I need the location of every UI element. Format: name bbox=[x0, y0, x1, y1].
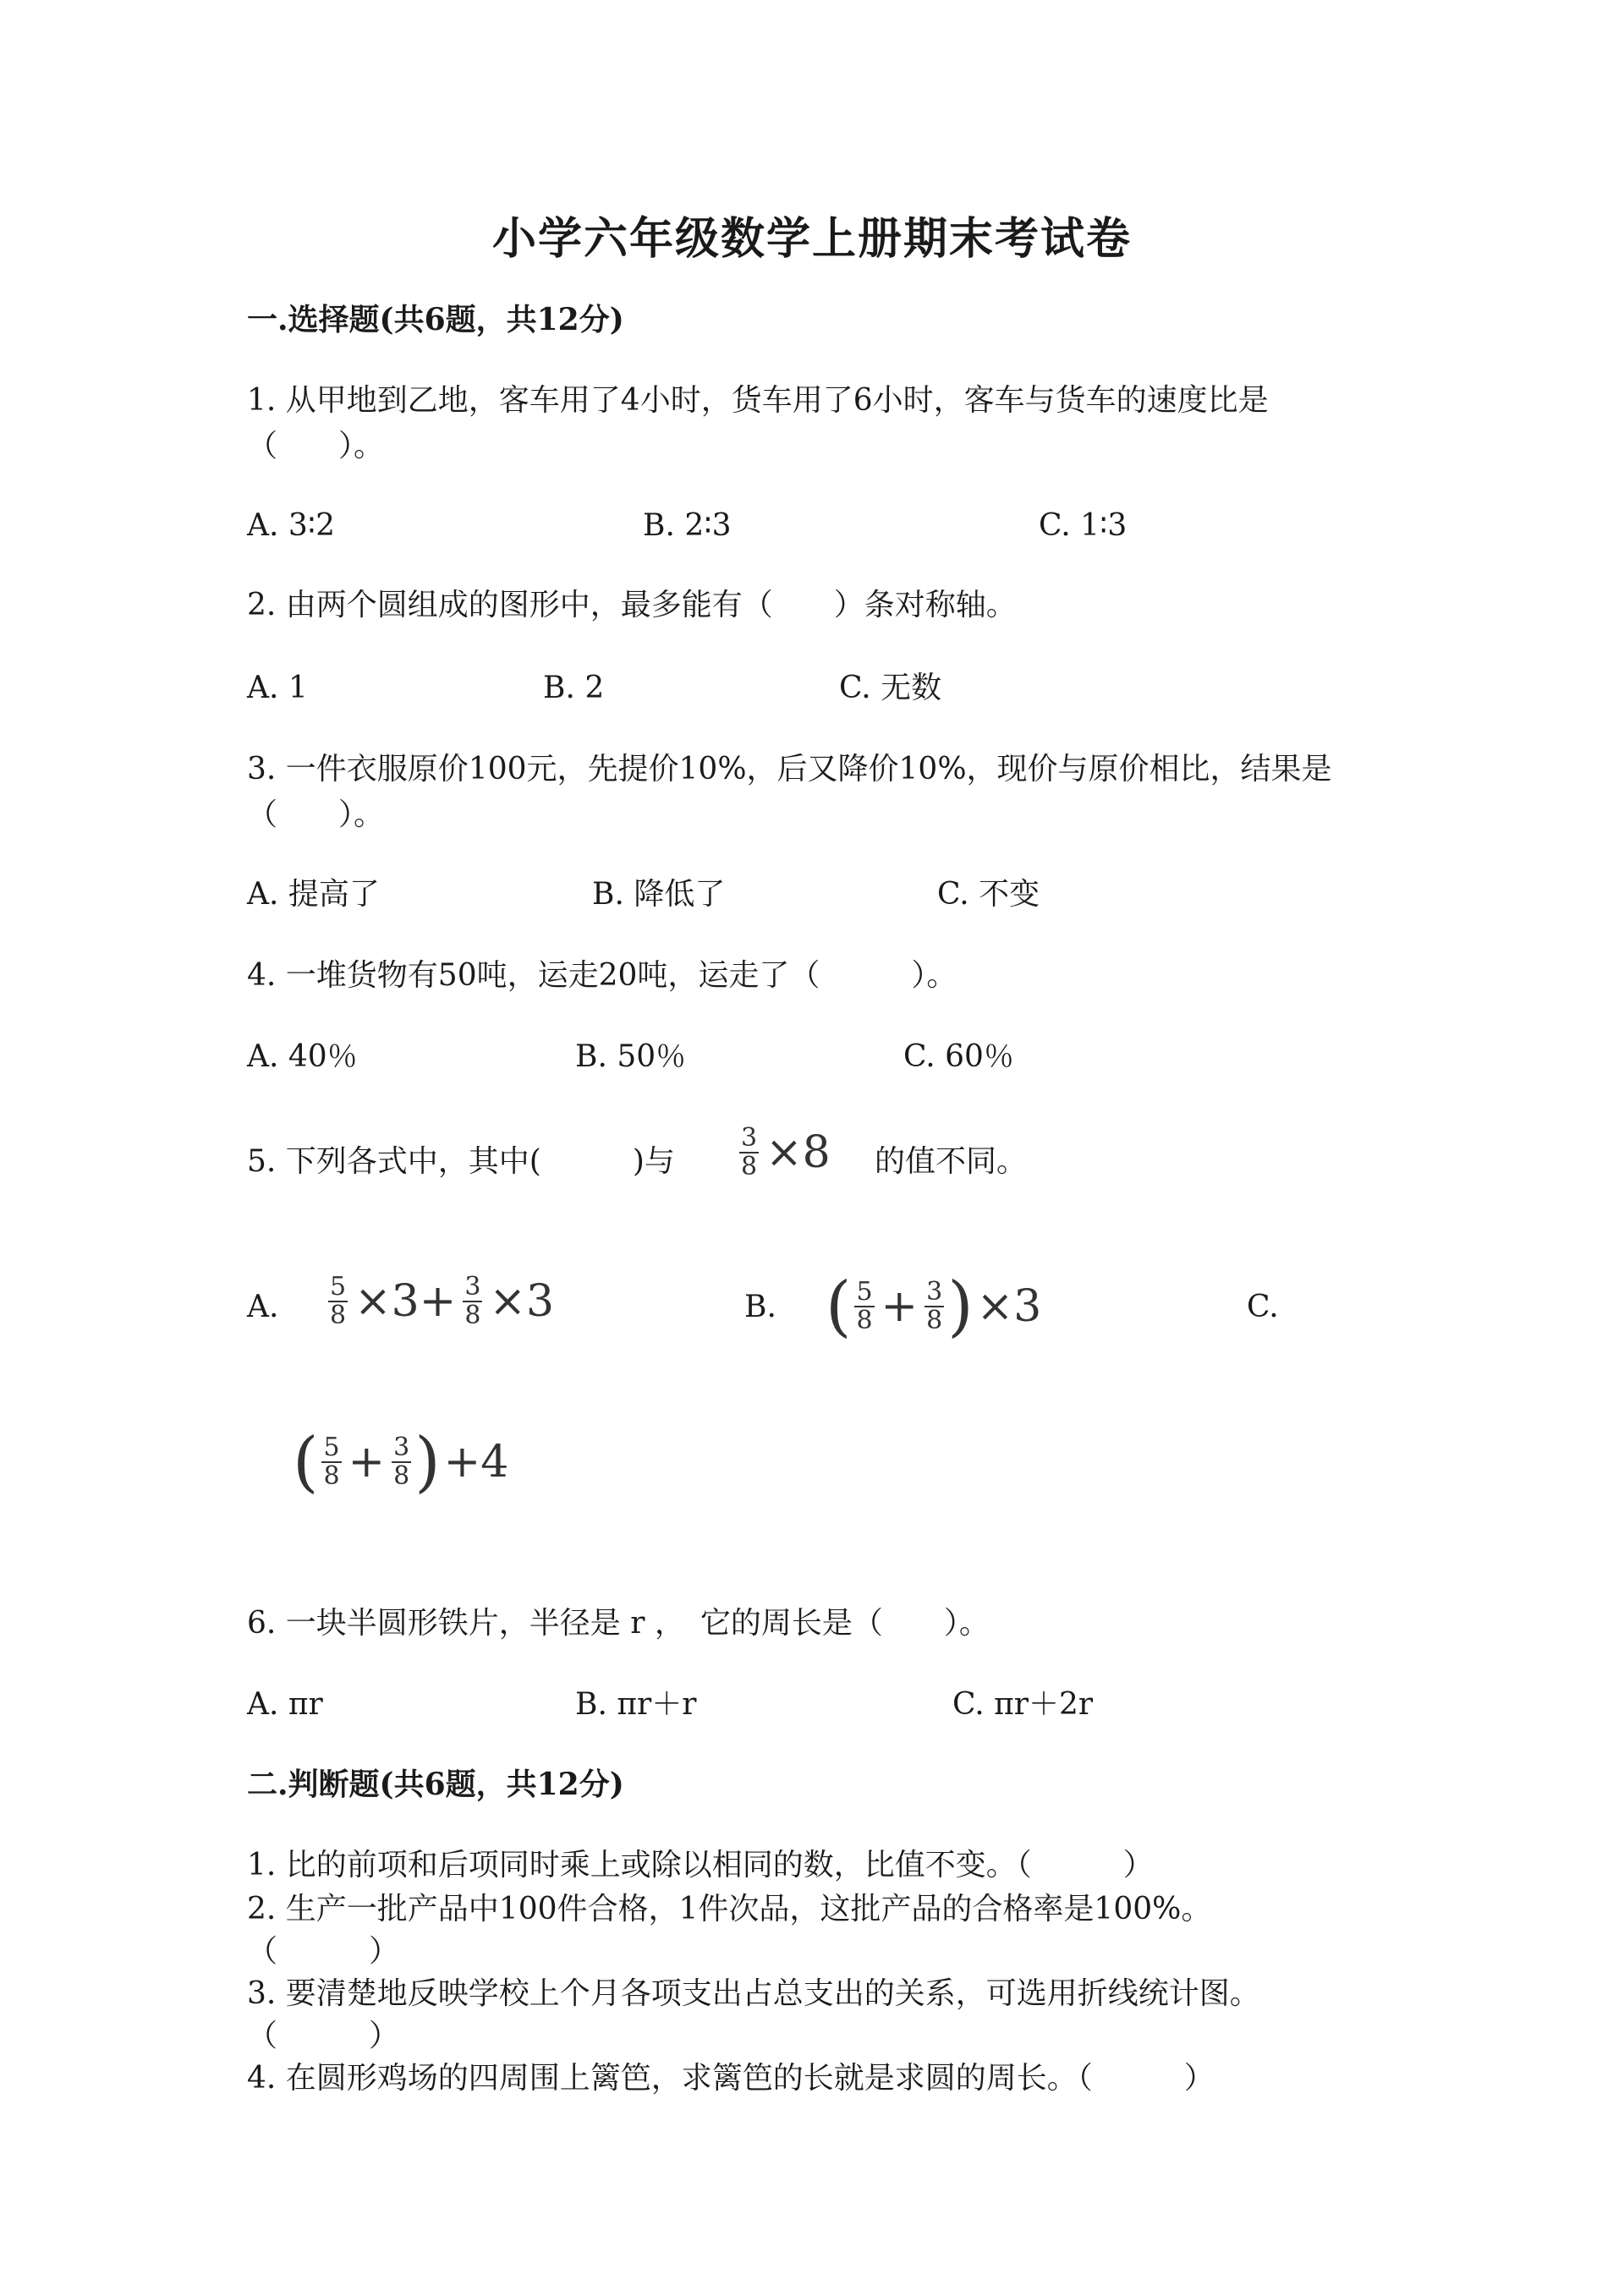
fraction-numerator: 5 bbox=[323, 1433, 340, 1462]
open-paren: ( bbox=[826, 1269, 852, 1345]
question-5-option-b-expression bbox=[826, 1269, 1045, 1345]
fraction-denominator: 8 bbox=[330, 1301, 347, 1330]
question-5-suffix: 的值不同。 bbox=[875, 1144, 1028, 1179]
question-5-prefix: 5. 下列各式中，其中( )与 bbox=[247, 1144, 675, 1179]
question-5-option-b-label: B. bbox=[744, 1290, 776, 1324]
question-5-option-a-label: A. bbox=[247, 1290, 279, 1324]
close-paren: ) bbox=[414, 1424, 441, 1500]
judgement-3-blank: （ ） bbox=[247, 2019, 400, 2053]
judgement-1: 1. 比的前项和后项同时乘上或除以相同的数，比值不变。（ ） bbox=[247, 1848, 1154, 1882]
expression-operator: + bbox=[348, 1437, 386, 1488]
fraction bbox=[854, 1279, 874, 1334]
fraction-numerator: 3 bbox=[464, 1272, 481, 1301]
fraction-denominator: 8 bbox=[323, 1461, 340, 1491]
judgement-2-blank: （ ） bbox=[247, 1934, 400, 1969]
question-5-option-c-expression bbox=[293, 1424, 512, 1500]
question-5-expression bbox=[736, 1125, 834, 1181]
question-2-option-a: A. 1 bbox=[247, 671, 308, 705]
fraction bbox=[328, 1274, 348, 1329]
fraction bbox=[392, 1434, 411, 1490]
fraction-numerator: 3 bbox=[393, 1433, 410, 1462]
fraction-denominator: 8 bbox=[741, 1152, 758, 1181]
question-6-text: 6. 一块半圆形铁片，半径是 r ， 它的周长是（ ）。 bbox=[247, 1606, 990, 1641]
question-6-option-c: C. πr＋2r bbox=[952, 1687, 1094, 1722]
question-3-text: 3. 一件衣服原价100元，先提价10%，后又降价10%，现价与原价相比，结果是 bbox=[247, 752, 1332, 786]
question-4-option-b: B. 50％ bbox=[575, 1039, 687, 1074]
expression-operator: ×3 bbox=[489, 1276, 555, 1327]
question-3-option-b: B. 降低了 bbox=[592, 877, 726, 912]
fraction-denominator: 8 bbox=[464, 1301, 481, 1330]
fraction-denominator: 8 bbox=[926, 1306, 943, 1335]
question-1-option-b: B. 2∶3 bbox=[643, 508, 732, 543]
judgement-2-text: 2. 生产一批产品中100件合格，1件次品，这批产品的合格率是100%。 bbox=[247, 1892, 1212, 1926]
expression-rest: ×8 bbox=[765, 1127, 831, 1178]
question-2-option-c: C. 无数 bbox=[839, 671, 942, 705]
question-1-blank: （ ）。 bbox=[247, 429, 385, 463]
question-2-option-b: B. 2 bbox=[543, 671, 605, 705]
question-1-text: 1. 从甲地到乙地，客车用了4小时，货车用了6小时，客车与货车的速度比是 bbox=[247, 383, 1269, 418]
fraction-numerator: 3 bbox=[926, 1277, 943, 1307]
fraction bbox=[739, 1125, 759, 1181]
open-paren: ( bbox=[293, 1424, 319, 1500]
question-3-option-c: C. 不变 bbox=[937, 877, 1040, 912]
expression-operator: + bbox=[881, 1281, 919, 1332]
fraction-numerator: 3 bbox=[741, 1123, 758, 1153]
question-2-text: 2. 由两个圆组成的图形中，最多能有（ ）条对称轴。 bbox=[247, 588, 1017, 622]
fraction-numerator: 5 bbox=[856, 1277, 873, 1307]
question-3-blank: （ ）。 bbox=[247, 797, 385, 832]
fraction bbox=[924, 1279, 944, 1334]
close-paren: ) bbox=[947, 1269, 974, 1345]
fraction-denominator: 8 bbox=[393, 1461, 410, 1491]
question-3-option-a: A. 提高了 bbox=[247, 877, 380, 912]
question-5-option-a-expression bbox=[325, 1274, 557, 1329]
fraction bbox=[321, 1434, 341, 1490]
question-4-option-c: C. 60％ bbox=[903, 1039, 1014, 1074]
question-6-option-a: A. πr bbox=[247, 1687, 323, 1722]
question-4-text: 4. 一堆货物有50吨，运走20吨，运走了（ ）。 bbox=[247, 958, 957, 993]
fraction bbox=[463, 1274, 482, 1329]
judgement-3-text: 3. 要清楚地反映学校上个月各项支出占总支出的关系，可选用折线统计图。 bbox=[247, 1976, 1260, 2011]
page-title: 小学六年级数学上册期末考试卷 bbox=[491, 213, 1132, 265]
question-6-option-b: B. πr＋r bbox=[575, 1687, 697, 1722]
question-4-option-a: A. 40％ bbox=[247, 1039, 358, 1074]
question-5-option-c-label: C. bbox=[1247, 1290, 1279, 1324]
expression-operator: ×3 bbox=[976, 1281, 1042, 1332]
fraction-denominator: 8 bbox=[856, 1306, 873, 1335]
fraction-numerator: 5 bbox=[330, 1272, 347, 1301]
judgement-4: 4. 在圆形鸡场的四周围上篱笆，求篱笆的长就是求圆的周长。（ ） bbox=[247, 2061, 1215, 2096]
section-heading-judgement: 二.判断题(共6题，共12分) bbox=[247, 1767, 624, 1802]
section-heading-choice: 一.选择题(共6题，共12分) bbox=[247, 302, 624, 337]
question-1-option-a: A. 3∶2 bbox=[247, 508, 336, 543]
question-1-option-c: C. 1∶3 bbox=[1039, 508, 1127, 543]
expression-operator: +4 bbox=[443, 1437, 509, 1488]
expression-operator: ×3+ bbox=[354, 1276, 457, 1327]
